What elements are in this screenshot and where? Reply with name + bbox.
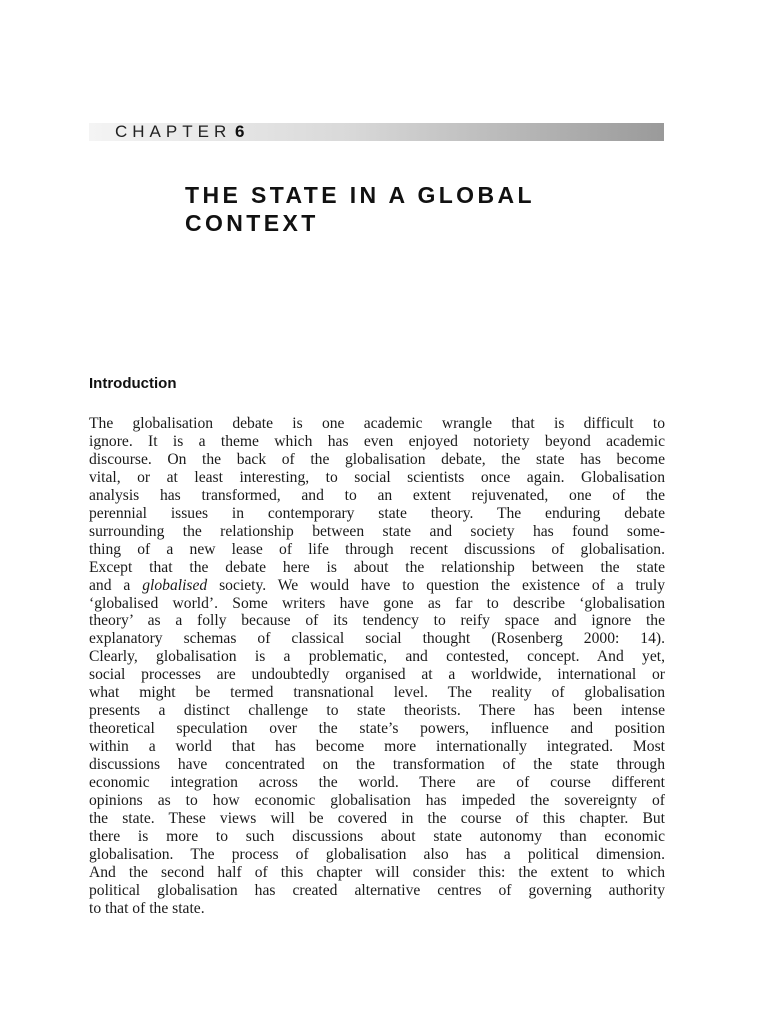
text-line: social processes are undoubtedly organised at a worldwide, international or [89, 666, 665, 684]
text-line: thing of a new lease of life through recent discussions of globalisation. [89, 540, 665, 558]
section-heading: Introduction [89, 375, 177, 392]
text-line: discourse. On the back of the globalisation debate, the state has become [89, 450, 665, 468]
text-line: globalisation. The process of globalisation also has a political dimension. [89, 845, 665, 863]
text-line: the state. These views will be covered in the course of this chapter. But [89, 809, 665, 827]
text-line: economic integration across the world. There are of course different [89, 774, 665, 792]
text-segment: society. We would have to question the existence of a truly [207, 576, 665, 594]
chapter-label: CHAPTER [115, 122, 232, 141]
text-line: there is more to such discussions about state autonomy than economic [89, 827, 665, 845]
text-line: perennial issues in contemporary state theory. The enduring debate [89, 504, 665, 522]
text-line: political globalisation has created alternative centres of governing authority [89, 881, 665, 899]
text-line: And the second half of this chapter will consider this: the extent to which [89, 863, 665, 881]
text-line: to that of the state. [89, 899, 205, 917]
text-segment: and a [89, 576, 143, 594]
text-line: vital, or at least interesting, to social scientists once again. Globalisation [89, 468, 665, 486]
text-line: presents a distinct challenge to state theorists. There has been intense [89, 702, 665, 720]
text-line [89, 577, 665, 595]
text-line: theoretical speculation over the state’s powers, influence and position [89, 720, 665, 738]
chapter-number: 6 [235, 122, 245, 141]
text-line: what might be termed transnational level. The reality of globalisation [89, 684, 665, 702]
text-line: surrounding the relationship between state and society has found some- [89, 522, 665, 540]
text-line: discussions have concentrated on the transformation of the state through [89, 756, 665, 774]
body-paragraph [89, 415, 665, 918]
text-line: The globalisation debate is one academic wrangle that is difficult to [89, 415, 665, 432]
text-line: Except that the debate here is about the relationship between the state [89, 558, 665, 576]
text-line: theory’ as a folly because of its tendency to reify space and ignore the [89, 612, 665, 630]
chapter-title-line-2: CONTEXT [185, 210, 319, 236]
chapter-title [185, 181, 655, 237]
text-line: opinions as to how economic globalisation has impeded the sovereignty of [89, 792, 665, 810]
text-line: analysis has transformed, and to an extent rejuvenated, one of the [89, 486, 665, 504]
text-line: explanatory schemas of classical social thought (Rosenberg 2000: 14). [89, 630, 665, 648]
text-line: ‘globalised world’. Some writers have gone as far to describe ‘globalisation [89, 594, 665, 612]
text-line: within a world that has become more internationally integrated. Most [89, 738, 665, 756]
text-line: ignore. It is a theme which has even enjoyed notoriety beyond academic [89, 432, 665, 450]
chapter-title-line-1: THE STATE IN A GLOBAL [185, 182, 535, 208]
emphasis-text: globalised [142, 576, 208, 594]
text-line: Clearly, globalisation is a problematic, and contested, concept. And yet, [89, 648, 665, 666]
